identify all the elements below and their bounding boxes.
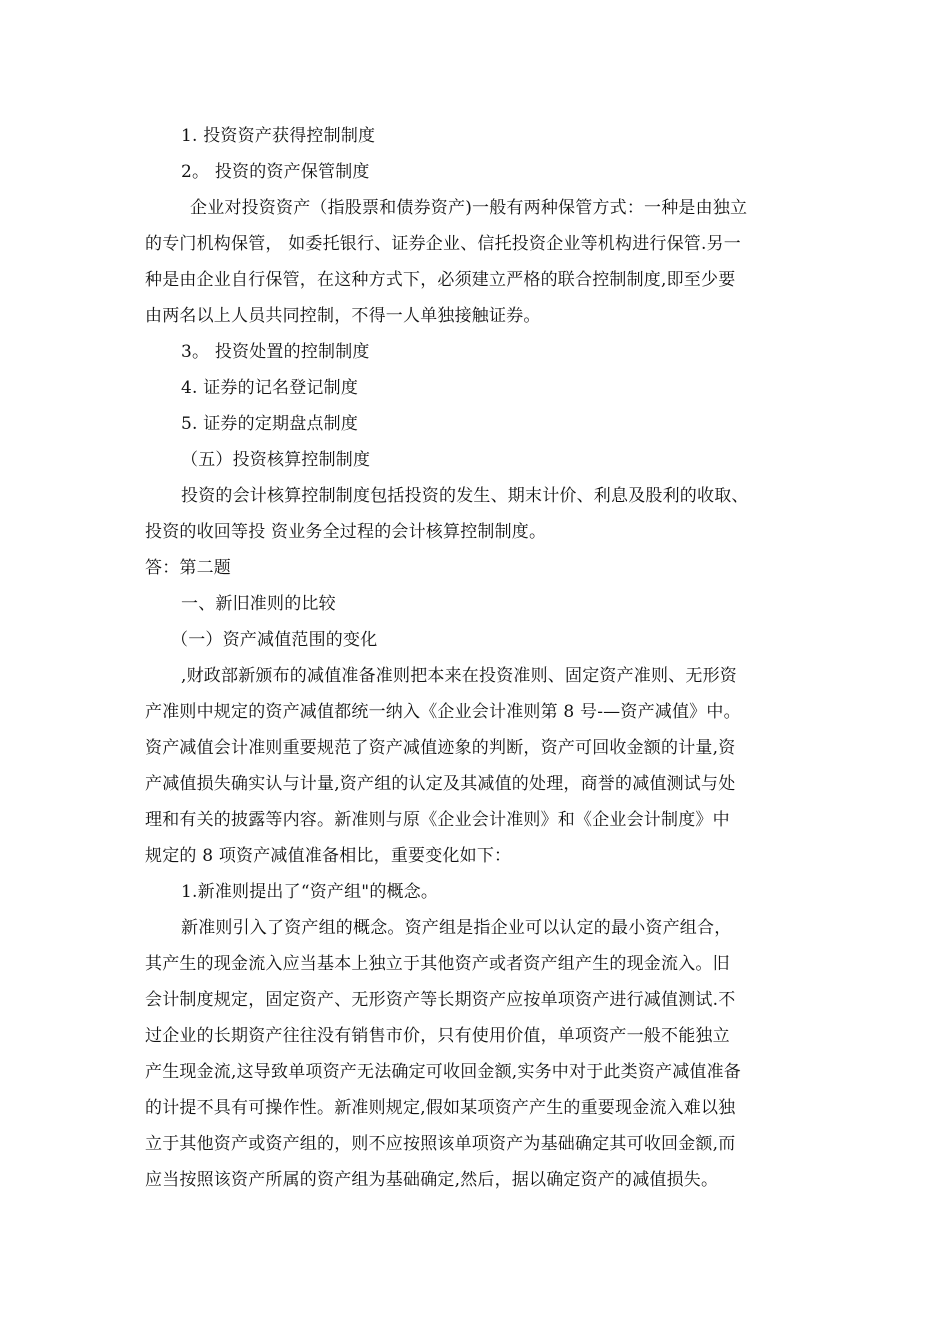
text-line: 投资的会计核算控制制度包括投资的发生、期末计价、利息及股利的收取、 [181, 486, 749, 506]
text-line: 新准则引入了资产组的概念。资产组是指企业可以认定的最小资产组合， [181, 918, 732, 938]
text-line: 3。 投资处置的控制制度 [181, 342, 370, 362]
text-line: 产减值损失确实认与计量,资产组的认定及其减值的处理，商誉的减值测试与处 [145, 774, 736, 794]
text-line: 投资的收回等投 资业务全过程的会计核算控制制度。 [145, 522, 547, 542]
text-line: 种是由企业自行保管，在这种方式下，必须建立严格的联合控制制度,即至少要 [145, 270, 736, 290]
text-line: 规定的 8 项资产减值准备相比，重要变化如下： [145, 846, 512, 866]
text-line: 一、新旧准则的比较 [181, 594, 336, 614]
text-line: 资产减值会计准则重要规范了资产减值迹象的判断，资产可回收金额的计量,资 [145, 738, 736, 758]
text-line: 其产生的现金流入应当基本上独立于其他资产或者资产组产生的现金流入。旧 [145, 954, 730, 974]
text-line: 过企业的长期资产往往没有销售市价，只有使用价值，单项资产一般不能独立 [145, 1026, 730, 1046]
text-line: 答：第二题 [145, 558, 231, 578]
text-line: 产生现金流,这导致单项资产无法确定可收回金额,实务中对于此类资产减值准备 [145, 1062, 742, 1082]
text-line: 产准则中规定的资产减值都统一纳入《企业会计准则第 8 号-—资产减值》中。 [145, 702, 741, 722]
text-line: （一）资产减值范围的变化 [171, 630, 378, 650]
text-line: 应当按照该资产所属的资产组为基础确定,然后，据以确定资产的减值损失。 [145, 1170, 719, 1190]
text-line: 2。 投资的资产保管制度 [181, 162, 370, 182]
text-line: 4. 证券的记名登记制度 [181, 378, 359, 398]
text-line: 立于其他资产或资产组的，则不应按照该单项资产为基础确定其可收回金额,而 [145, 1134, 736, 1154]
text-line: 1. 投资资产获得控制制度 [181, 126, 376, 146]
text-line: 1.新准则提出了“资产组"的概念。 [181, 882, 439, 902]
text-line: 的计提不具有可操作性。新准则规定,假如某项资产产生的重要现金流入难以独 [145, 1098, 736, 1118]
text-line: ,财政部新颁布的减值准备准则把本来在投资准则、固定资产准则、无形资 [181, 666, 738, 686]
text-line: 企业对投资资产（指股票和债券资产)一般有两种保管方式：一种是由独立 [190, 198, 748, 218]
text-line: 会计制度规定，固定资产、无形资产等长期资产应按单项资产进行减值测试.不 [145, 990, 736, 1010]
text-line: （五）投资核算控制制度 [181, 450, 371, 470]
text-line: 理和有关的披露等内容。新准则与原《企业会计准则》和《企业会计制度》中 [145, 810, 730, 830]
text-line: 5. 证券的定期盘点制度 [181, 414, 359, 434]
text-line: 由两名以上人员共同控制，不得一人单独接触证券。 [145, 306, 541, 326]
text-line: 的专门机构保管， 如委托银行、证券企业、信托投资企业等机构进行保管.另一 [145, 234, 742, 254]
